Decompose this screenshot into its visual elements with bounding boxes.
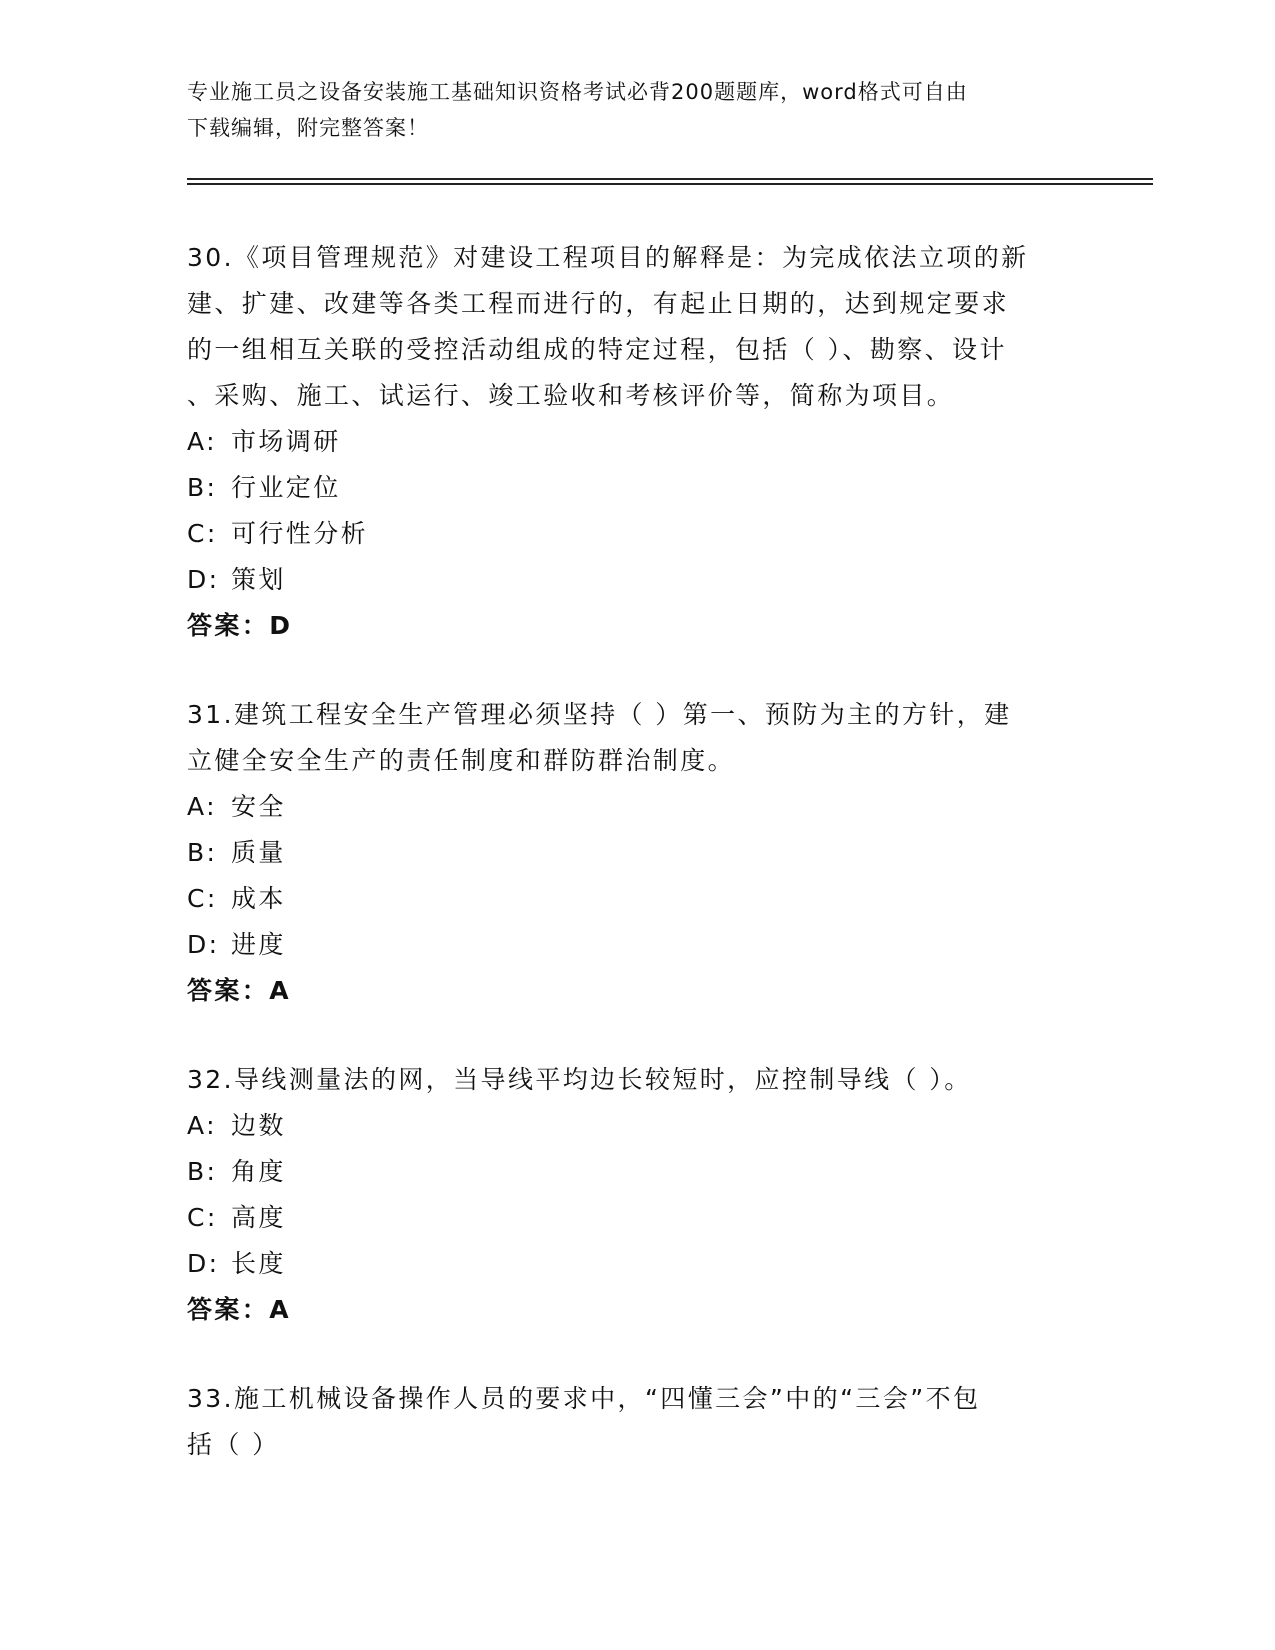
- option-label: B:: [187, 1157, 218, 1186]
- option-b: [187, 1149, 1087, 1195]
- option-text: 安全: [231, 792, 286, 821]
- question-31: [187, 692, 1087, 1014]
- option-d: [187, 1241, 1087, 1287]
- option-label: B:: [187, 473, 218, 502]
- option-text: 策划: [231, 565, 286, 594]
- question-text: [187, 1057, 1087, 1103]
- header-line-1: 专业施工员之设备安装施工基础知识资格考试必背200题题库，word格式可自由: [187, 80, 968, 104]
- option-a: [187, 419, 1087, 465]
- option-c: [187, 876, 1087, 922]
- question-text-line: 的一组相互关联的受控活动组成的特定过程，包括（ ）、勘察、设计: [187, 335, 1007, 364]
- option-text: 质量: [231, 838, 286, 867]
- option-text: 成本: [231, 884, 286, 913]
- option-label: C:: [187, 1203, 218, 1232]
- option-d: [187, 922, 1087, 968]
- header-rule-top: [187, 178, 1153, 180]
- question-text-line: 括（ ）: [187, 1430, 280, 1459]
- header-line-2: 下载编辑，附完整答案！: [187, 116, 429, 140]
- question-text-line: 立健全安全生产的责任制度和群防群治制度。: [187, 746, 736, 775]
- question-list: [187, 235, 1087, 1511]
- question-text-line: 建、扩建、改建等各类工程而进行的，有起止日期的，达到规定要求: [187, 289, 1010, 318]
- option-text: 高度: [231, 1203, 286, 1232]
- option-label: D:: [187, 930, 220, 959]
- option-label: C:: [187, 519, 218, 548]
- option-text: 长度: [231, 1249, 286, 1278]
- option-text: 市场调研: [231, 427, 341, 456]
- option-text: 可行性分析: [231, 519, 369, 548]
- option-label: D:: [187, 565, 220, 594]
- option-text: 进度: [231, 930, 286, 959]
- question-text-line: 31.建筑工程安全生产管理必须坚持（ ）第一、预防为主的方针，建: [187, 700, 1012, 729]
- option-text: 行业定位: [231, 473, 341, 502]
- option-label: B:: [187, 838, 218, 867]
- option-b: [187, 465, 1087, 511]
- option-a: [187, 784, 1087, 830]
- question-text-line: 33.施工机械设备操作人员的要求中，“四懂三会”中的“三会”不包: [187, 1384, 981, 1413]
- question-32: [187, 1057, 1087, 1333]
- answer: 答案：D: [187, 611, 293, 640]
- option-label: A:: [187, 792, 217, 821]
- question-text-line: 30.《项目管理规范》对建设工程项目的解释是：为完成依法立项的新: [187, 243, 1029, 272]
- question-text-line: 、采购、施工、试运行、竣工验收和考核评价等，简称为项目。: [187, 381, 955, 410]
- answer: 答案：A: [187, 976, 291, 1005]
- option-text: 角度: [231, 1157, 286, 1186]
- option-label: A:: [187, 1111, 217, 1140]
- question-30: [187, 235, 1087, 649]
- question-text: [187, 692, 1087, 784]
- option-label: C:: [187, 884, 218, 913]
- question-33: [187, 1376, 1087, 1468]
- document-header: [187, 74, 1067, 146]
- header-rule-bottom: [187, 183, 1153, 185]
- option-b: [187, 830, 1087, 876]
- option-c: [187, 1195, 1087, 1241]
- option-label: A:: [187, 427, 217, 456]
- question-text-line: 32.导线测量法的网，当导线平均边长较短时，应控制导线（ ）。: [187, 1065, 972, 1094]
- question-text: [187, 1376, 1087, 1468]
- question-text: [187, 235, 1087, 419]
- answer: 答案：A: [187, 1295, 291, 1324]
- option-label: D:: [187, 1249, 220, 1278]
- option-c: [187, 511, 1087, 557]
- option-text: 边数: [231, 1111, 286, 1140]
- option-a: [187, 1103, 1087, 1149]
- option-d: [187, 557, 1087, 603]
